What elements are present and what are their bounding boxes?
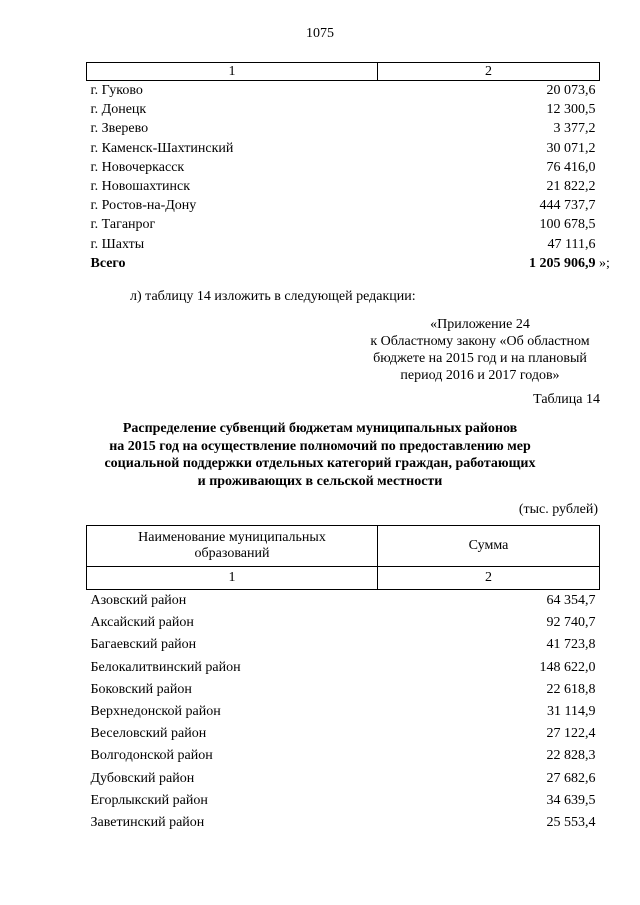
row-value: 30 071,2 [546,140,596,156]
header-name [87,526,378,567]
document-title [40,420,600,490]
column-number-1: 1 [87,63,378,81]
row-value: 444 737,7 [539,198,596,214]
row-value: 3 377,2 [553,121,596,137]
row-name: г. Шахты [90,236,145,252]
row-name: Багаевский район [90,637,197,653]
title-line: и проживающих в сельской местности [197,473,443,489]
row-value: 20 073,6 [546,83,596,99]
appendix-line: период 2016 и 2017 годов» [400,368,560,383]
closing-quote: »; [599,256,610,271]
table-row [87,679,600,701]
row-name: Егорлыкский район [90,792,208,808]
header-sum: Сумма [378,526,600,567]
appendix-heading [330,316,630,384]
table-row [87,100,600,119]
column-number-2: 2 [378,63,600,81]
districts-table [86,525,600,834]
row-name: Верхнедонской район [90,704,221,720]
table-row [87,235,600,254]
total-label: Всего [90,255,126,271]
row-value: 34 639,5 [546,792,596,808]
row-name: г. Новочеркасск [90,159,185,175]
row-name: г. Гуково [90,83,143,99]
row-value: 31 114,9 [547,704,596,720]
row-value: 64 354,7 [546,593,596,609]
table-row [87,657,600,679]
table-row [87,723,600,745]
cities-table [86,62,600,273]
row-name: Аксайский район [90,615,194,631]
appendix-line: к Областному закону «Об областном [370,334,590,349]
title-line: социальной поддержки отдельных категорий граждан, работающих [104,456,536,471]
table-row [87,139,600,158]
table-row [87,701,600,723]
row-name: г. Таганрог [90,217,156,233]
table-row [87,612,600,634]
page-number: 1075 [306,26,334,41]
table-row [87,745,600,767]
table-header-row [87,63,600,81]
table-row [87,196,600,215]
row-value: 92 740,7 [546,615,596,631]
total-row [87,254,600,273]
table-row [87,634,600,656]
row-name: Белокалитвинский район [90,659,241,675]
column-number-1: 1 [87,567,378,590]
title-line: на 2015 год на осуществление полномочий по предоставлению мер [109,438,531,454]
table-row [87,768,600,790]
row-value: 27 122,4 [546,726,596,742]
row-value: 25 553,4 [546,814,596,830]
row-name: Веселовский район [90,726,207,742]
appendix-line: бюджете на 2015 год и на плановый [373,351,587,366]
row-value: 21 822,2 [546,179,596,195]
row-value: 27 682,6 [546,770,596,786]
table-row [87,158,600,177]
row-name: Заветинский район [90,814,205,830]
row-name: Дубовский район [90,770,195,786]
row-value: 41 723,8 [546,637,596,653]
table-row [87,790,600,812]
row-value: 22 618,8 [546,681,596,697]
row-name: г. Каменск-Шахтинский [90,140,234,156]
instruction-text: л) таблицу 14 изложить в следующей редакции: [130,289,416,304]
row-value: 47 111,6 [547,236,596,252]
row-value: 22 828,3 [546,748,596,764]
title-line: Распределение субвенций бюджетам муниципальных районов [122,421,518,436]
table-row [87,119,600,138]
table-row [87,812,600,834]
row-value: 100 678,5 [539,217,596,233]
row-name: Азовский район [90,593,187,609]
appendix-line: «Приложение 24 [430,317,530,332]
table-label: Таблица 14 [533,392,600,407]
row-name: г. Ростов-на-Дону [90,198,197,214]
table-row [87,590,600,613]
row-name: г. Зверево [90,121,149,137]
table-row [87,215,600,234]
row-name: г. Новошахтинск [90,179,191,195]
row-name: Волгодонской район [90,748,213,764]
header-name-line: Наименование муниципальных [138,530,326,545]
column-number-2: 2 [378,567,600,590]
table-row [87,81,600,101]
row-name: г. Донецк [90,102,147,118]
column-number-row [87,567,600,590]
header-name-line: образований [194,546,270,561]
row-value: 76 416,0 [546,159,596,175]
row-name: Боковский район [90,681,192,697]
table-header-row [87,526,600,567]
units-label: (тыс. рублей) [518,502,598,517]
table-row [87,177,600,196]
total-value: 1 205 906,9 [529,255,596,271]
row-value: 12 300,5 [546,102,596,118]
row-value: 148 622,0 [539,659,596,675]
